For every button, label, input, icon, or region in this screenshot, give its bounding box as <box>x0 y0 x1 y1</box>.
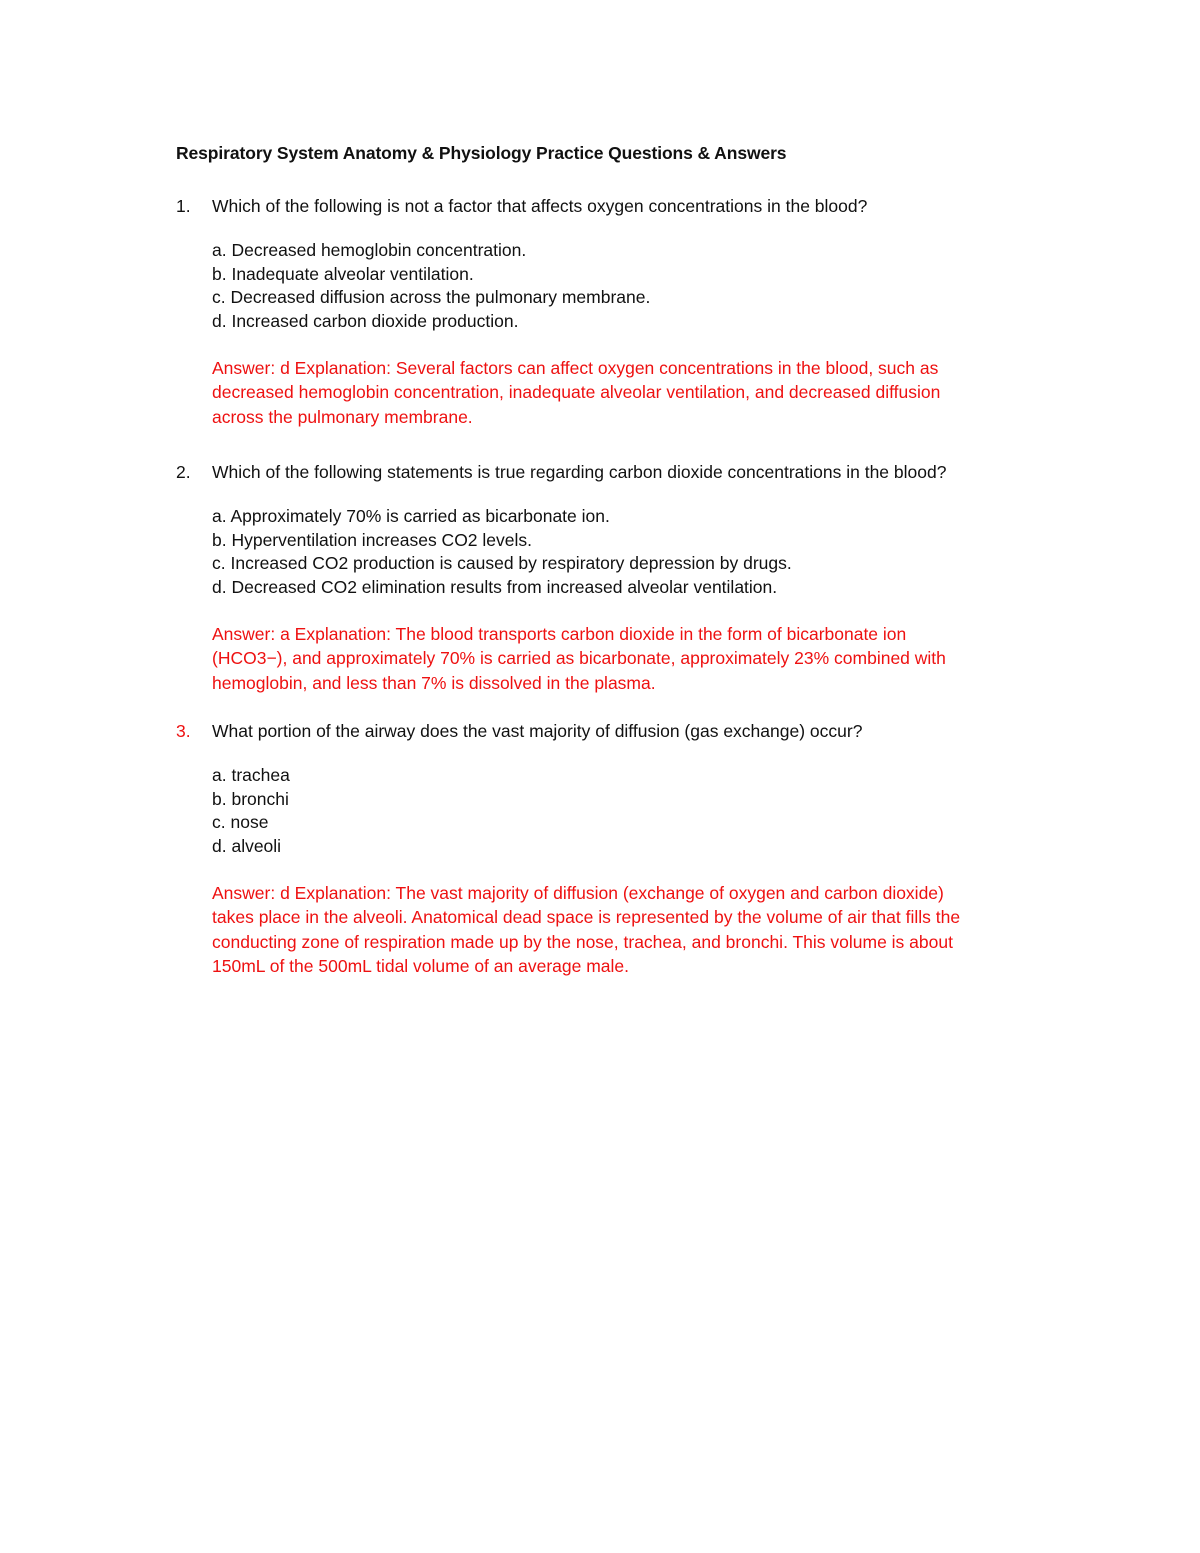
question-stem <box>176 459 1076 485</box>
question-number: 3. <box>176 721 191 741</box>
option-d: d. Decreased CO2 elimination results from increased alveolar ventilation. <box>212 577 778 598</box>
answer-explanation <box>212 622 1076 696</box>
answer-line: Answer: d Explanation: The vast majority of diffusion (exchange of oxygen and carbon dioxide) <box>212 882 944 903</box>
question-text: Which of the following statements is true regarding carbon dioxide concentrations in the blood? <box>212 462 947 482</box>
option-d: d. Increased carbon dioxide production. <box>212 311 519 332</box>
question-stem <box>176 718 1076 744</box>
option-b: b. Inadequate alveolar ventilation. <box>212 263 474 284</box>
option-c: c. Decreased diffusion across the pulmonary membrane. <box>212 287 651 308</box>
question-2 <box>176 459 1076 695</box>
question-stem <box>176 193 1076 219</box>
answer-explanation <box>212 356 1076 430</box>
question-3 <box>176 718 1076 979</box>
option-b: b. Hyperventilation increases CO2 levels. <box>212 529 533 550</box>
option-b: b. bronchi <box>212 788 289 809</box>
answer-line: decreased hemoglobin concentration, inadequate alveolar ventilation, and decreased diffusion <box>212 382 941 403</box>
answer-options <box>212 239 1076 334</box>
answer-line: 150mL of the 500mL tidal volume of an average male. <box>212 956 630 977</box>
question-text: What portion of the airway does the vast majority of diffusion (gas exchange) occur? <box>212 721 863 741</box>
answer-line: takes place in the alveoli. Anatomical dead space is represented by the volume of air that fills the <box>212 907 961 928</box>
question-number: 2. <box>176 462 191 482</box>
answer-line: (HCO3−), and approximately 70% is carried as bicarbonate, approximately 23% combined with <box>212 648 946 669</box>
option-c: c. Increased CO2 production is caused by respiratory depression by drugs. <box>212 553 792 574</box>
option-c: c. nose <box>212 812 269 833</box>
answer-options <box>212 505 1076 600</box>
document-title: Respiratory System Anatomy & Physiology Practice Questions & Answers <box>176 143 787 163</box>
answer-options <box>212 764 1076 859</box>
answer-line: hemoglobin, and less than 7% is dissolved in the plasma. <box>212 672 656 693</box>
question-text: Which of the following is not a factor that affects oxygen concentrations in the blood? <box>212 196 868 216</box>
option-a: a. trachea <box>212 765 290 785</box>
answer-line: conducting zone of respiration made up by the nose, trachea, and bronchi. This volume is about <box>212 931 953 952</box>
question-1 <box>176 193 1076 429</box>
answer-line: Answer: d Explanation: Several factors can affect oxygen concentrations in the blood, such as <box>212 357 939 378</box>
option-a: a. Decreased hemoglobin concentration. <box>212 240 527 260</box>
answer-line: across the pulmonary membrane. <box>212 406 473 427</box>
option-a: a. Approximately 70% is carried as bicarbonate ion. <box>212 506 610 526</box>
answer-explanation <box>212 881 1076 979</box>
option-d: d. alveoli <box>212 836 282 857</box>
answer-line: Answer: a Explanation: The blood transports carbon dioxide in the form of bicarbonate ion <box>212 623 907 644</box>
question-number: 1. <box>176 196 191 216</box>
